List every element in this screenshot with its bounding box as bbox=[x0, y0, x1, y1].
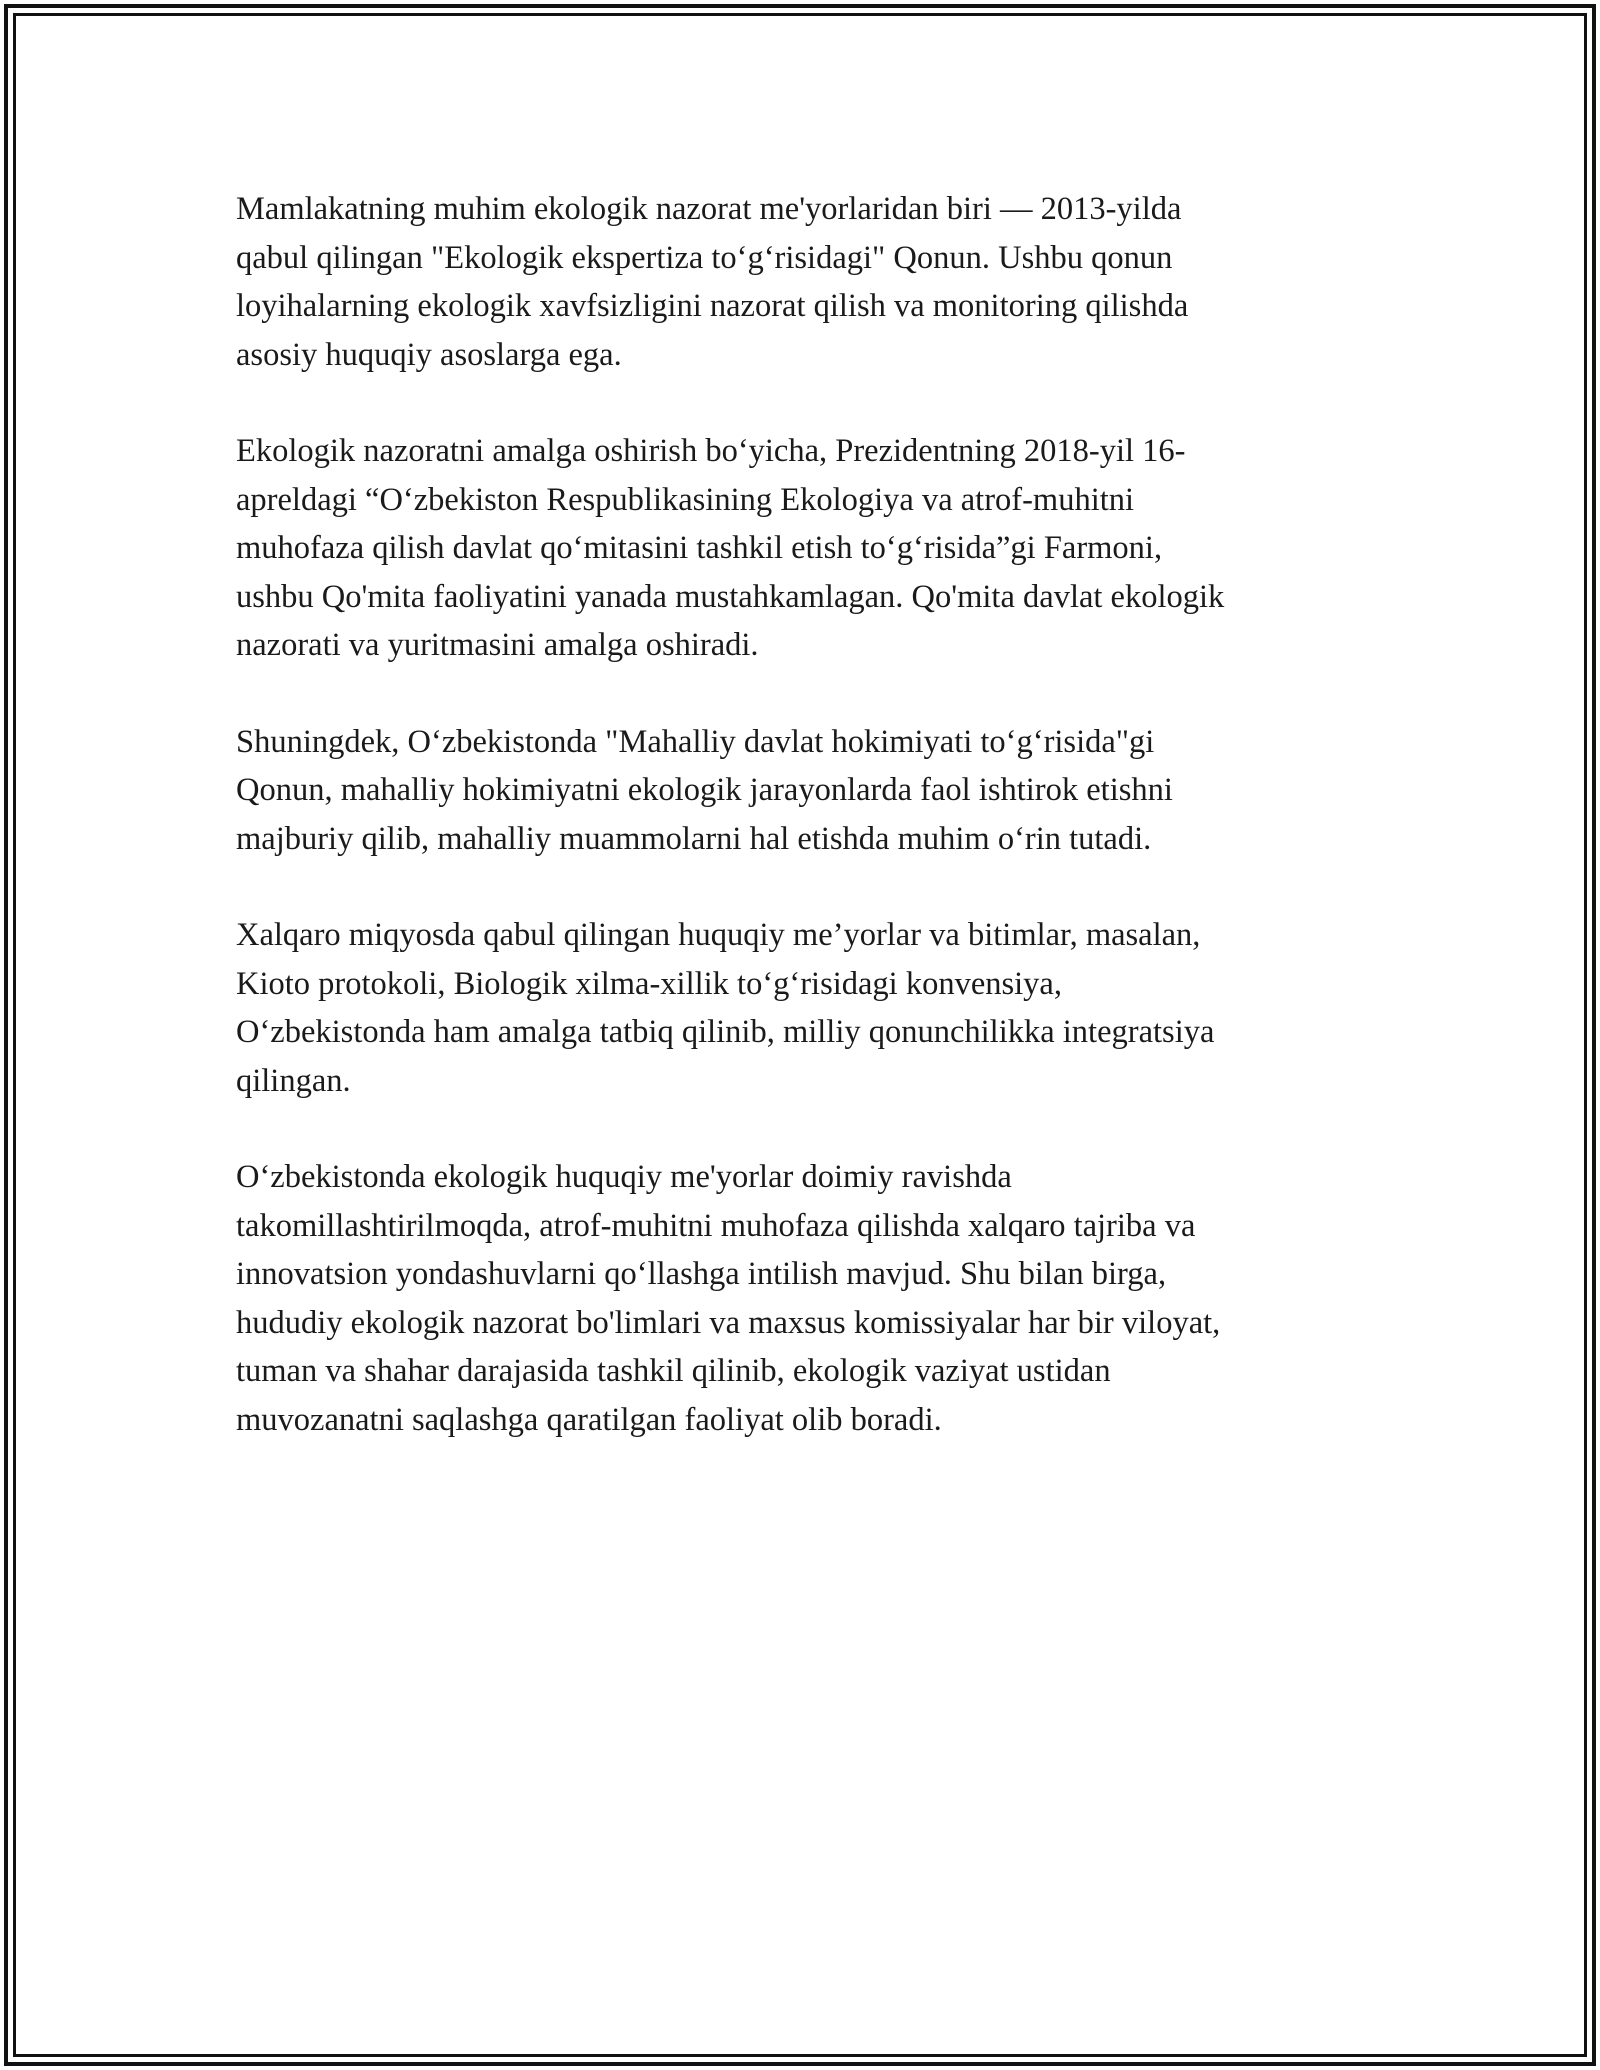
paragraph-3: Shuningdek, O‘zbekistonda "Mahalliy davlat hokimiyati to‘g‘risida"gi Qonun, mahalliy hokimiyatni ekologik jarayonlarda faol ishtirok etishni majburiy qilib, mahalliy muammolarni hal etishda muhim o‘rin tutadi. bbox=[236, 723, 1173, 857]
paragraph-2: Ekologik nazoratni amalga oshirish bo‘yicha, Prezidentning 2018-yil 16- apreldagi “O‘zbekiston Respublikasining Ekologiya va atrof-muhitni muhofaza qilish davlat qo‘mitasini tashkil etish to‘g‘risida”gi Farmoni, ushbu Qo'mita faoliyatini yanada mustahkamlagan. Qo'mita davlat ekologik nazorati va yuritmasini amalga oshiradi. bbox=[236, 433, 1225, 663]
paragraph-4: Xalqaro miqyosda qabul qilingan huquqiy me’yorlar va bitimlar, masalan, Kioto protokoli, Biologik xilma-xillik to‘g‘risidagi konvensiya, O‘zbekistonda ham amalga tatbiq qilinib, milliy qonunchilikka integratsiya qilingan. bbox=[236, 917, 1215, 1099]
document-body bbox=[236, 185, 1366, 1492]
paragraph-1: Mamlakatning muhim ekologik nazorat me'yorlaridan biri — 2013-yilda qabul qilingan "Ekologik ekspertiza to‘g‘risidagi" Qonun. Ushbu qonun loyihalarning ekologik xavfsizligini nazorat qilish va monitoring qilishda asosiy huquqiy asoslarga ega. bbox=[236, 191, 1189, 373]
paragraph-5: O‘zbekistonda ekologik huquqiy me'yorlar doimiy ravishda takomillashtirilmoqda, atrof-muhitni muhofaza qilishda xalqaro tajriba va innovatsion yondashuvlarni qo‘llashga intilish mavjud. Shu bilan birga, hududiy ekologik nazorat bo'limlari va maxsus komissiyalar har bir viloyat, tuman va shahar darajasida tashkil qilinib, ekologik vaziyat ustidan muvozanatni saqlashga qaratilgan faoliyat olib boradi. bbox=[236, 1159, 1221, 1438]
